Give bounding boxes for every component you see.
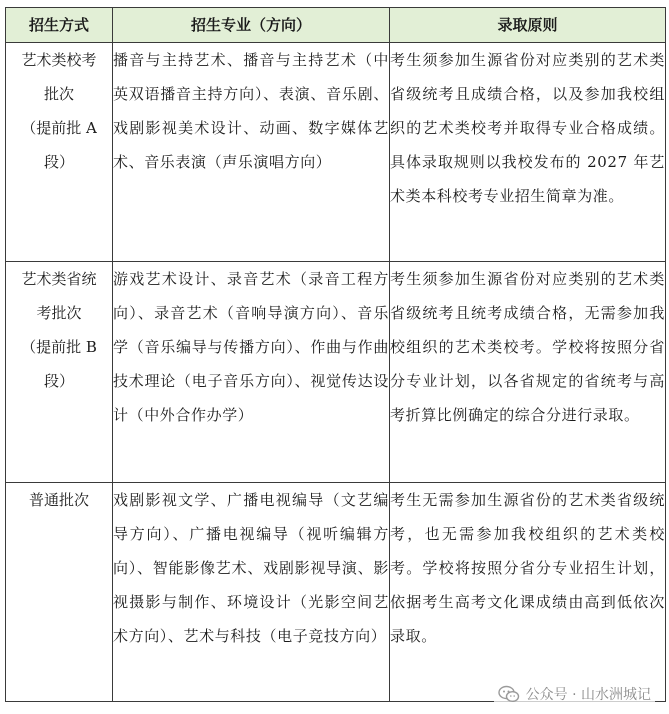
principle-text: 考生须参加生源省份对应类别的艺术类省级统考且成绩合格，以及参加我校组织的艺术类校考并取得专业合格成绩。具体录取规则以我校发布的 2027 年艺术类本科校考专业招生简章为准。 (390, 51, 665, 205)
method-line: 批次 (43, 85, 74, 103)
table-header-row (6, 8, 666, 43)
table-row (6, 43, 666, 262)
watermark-text: 公众号 · 山水洲城记 (525, 687, 651, 703)
header-admission-method: 招生方式 (6, 8, 113, 43)
principle-cell (390, 262, 666, 483)
method-line: 艺术类校考 (21, 51, 97, 69)
table-row (6, 262, 666, 483)
method-line: 段） (43, 153, 74, 171)
majors-cell (113, 262, 390, 483)
method-line: （提前批 B (21, 338, 97, 356)
method-line: （提前批 A (21, 119, 97, 137)
majors-cell (113, 43, 390, 262)
wechat-icon (498, 685, 520, 703)
method-line: 段） (43, 372, 74, 390)
method-line: 普通批次 (28, 491, 89, 509)
principle-text: 考生无需参加生源省份的艺术类省级统考，也无需参加我校组织的艺术类校考。学校将按照分省分专业招生计划，依据考生高考文化课成绩由高到低依次录取。 (390, 491, 665, 645)
principle-cell (390, 483, 666, 702)
admission-table (5, 7, 666, 702)
admission-method-cell (6, 483, 113, 702)
admission-method-cell (6, 262, 113, 483)
header-admission-principle: 录取原则 (390, 8, 666, 43)
method-line: 艺术类省统 (21, 270, 97, 288)
principle-cell (390, 43, 666, 262)
header-majors: 招生专业（方向） (113, 8, 390, 43)
majors-text: 戏剧影视文学、广播电视编导（文艺编导方向）、广播电视编导（视听编辑方向）、智能影像艺术、戏剧影视导演、影视摄影与制作、环境设计（光影空间艺术方向）、艺术与科技（电子竞技方向） (113, 491, 389, 645)
admission-method-cell (6, 43, 113, 262)
watermark (494, 682, 655, 706)
method-line: 考批次 (36, 304, 82, 322)
principle-text: 考生须参加生源省份对应类别的艺术类省级统考且统考成绩合格，无需参加我校组织的艺术类校考。学校将按照分省分专业计划，以各省规定的省统考与高考折算比例确定的综合分进行录取。 (390, 270, 665, 424)
majors-cell (113, 483, 390, 702)
majors-text: 播音与主持艺术、播音与主持艺术（中英双语播音主持方向）、表演、音乐剧、戏剧影视美术设计、动画、数字媒体艺术、音乐表演（声乐演唱方向） (113, 51, 389, 171)
table-row (6, 483, 666, 702)
majors-text: 游戏艺术设计、录音艺术（录音工程方向）、录音艺术（音响导演方向）、音乐学（音乐编导与传播方向）、作曲与作曲技术理论（电子音乐方向）、视觉传达设计（中外合作办学） (113, 270, 389, 424)
